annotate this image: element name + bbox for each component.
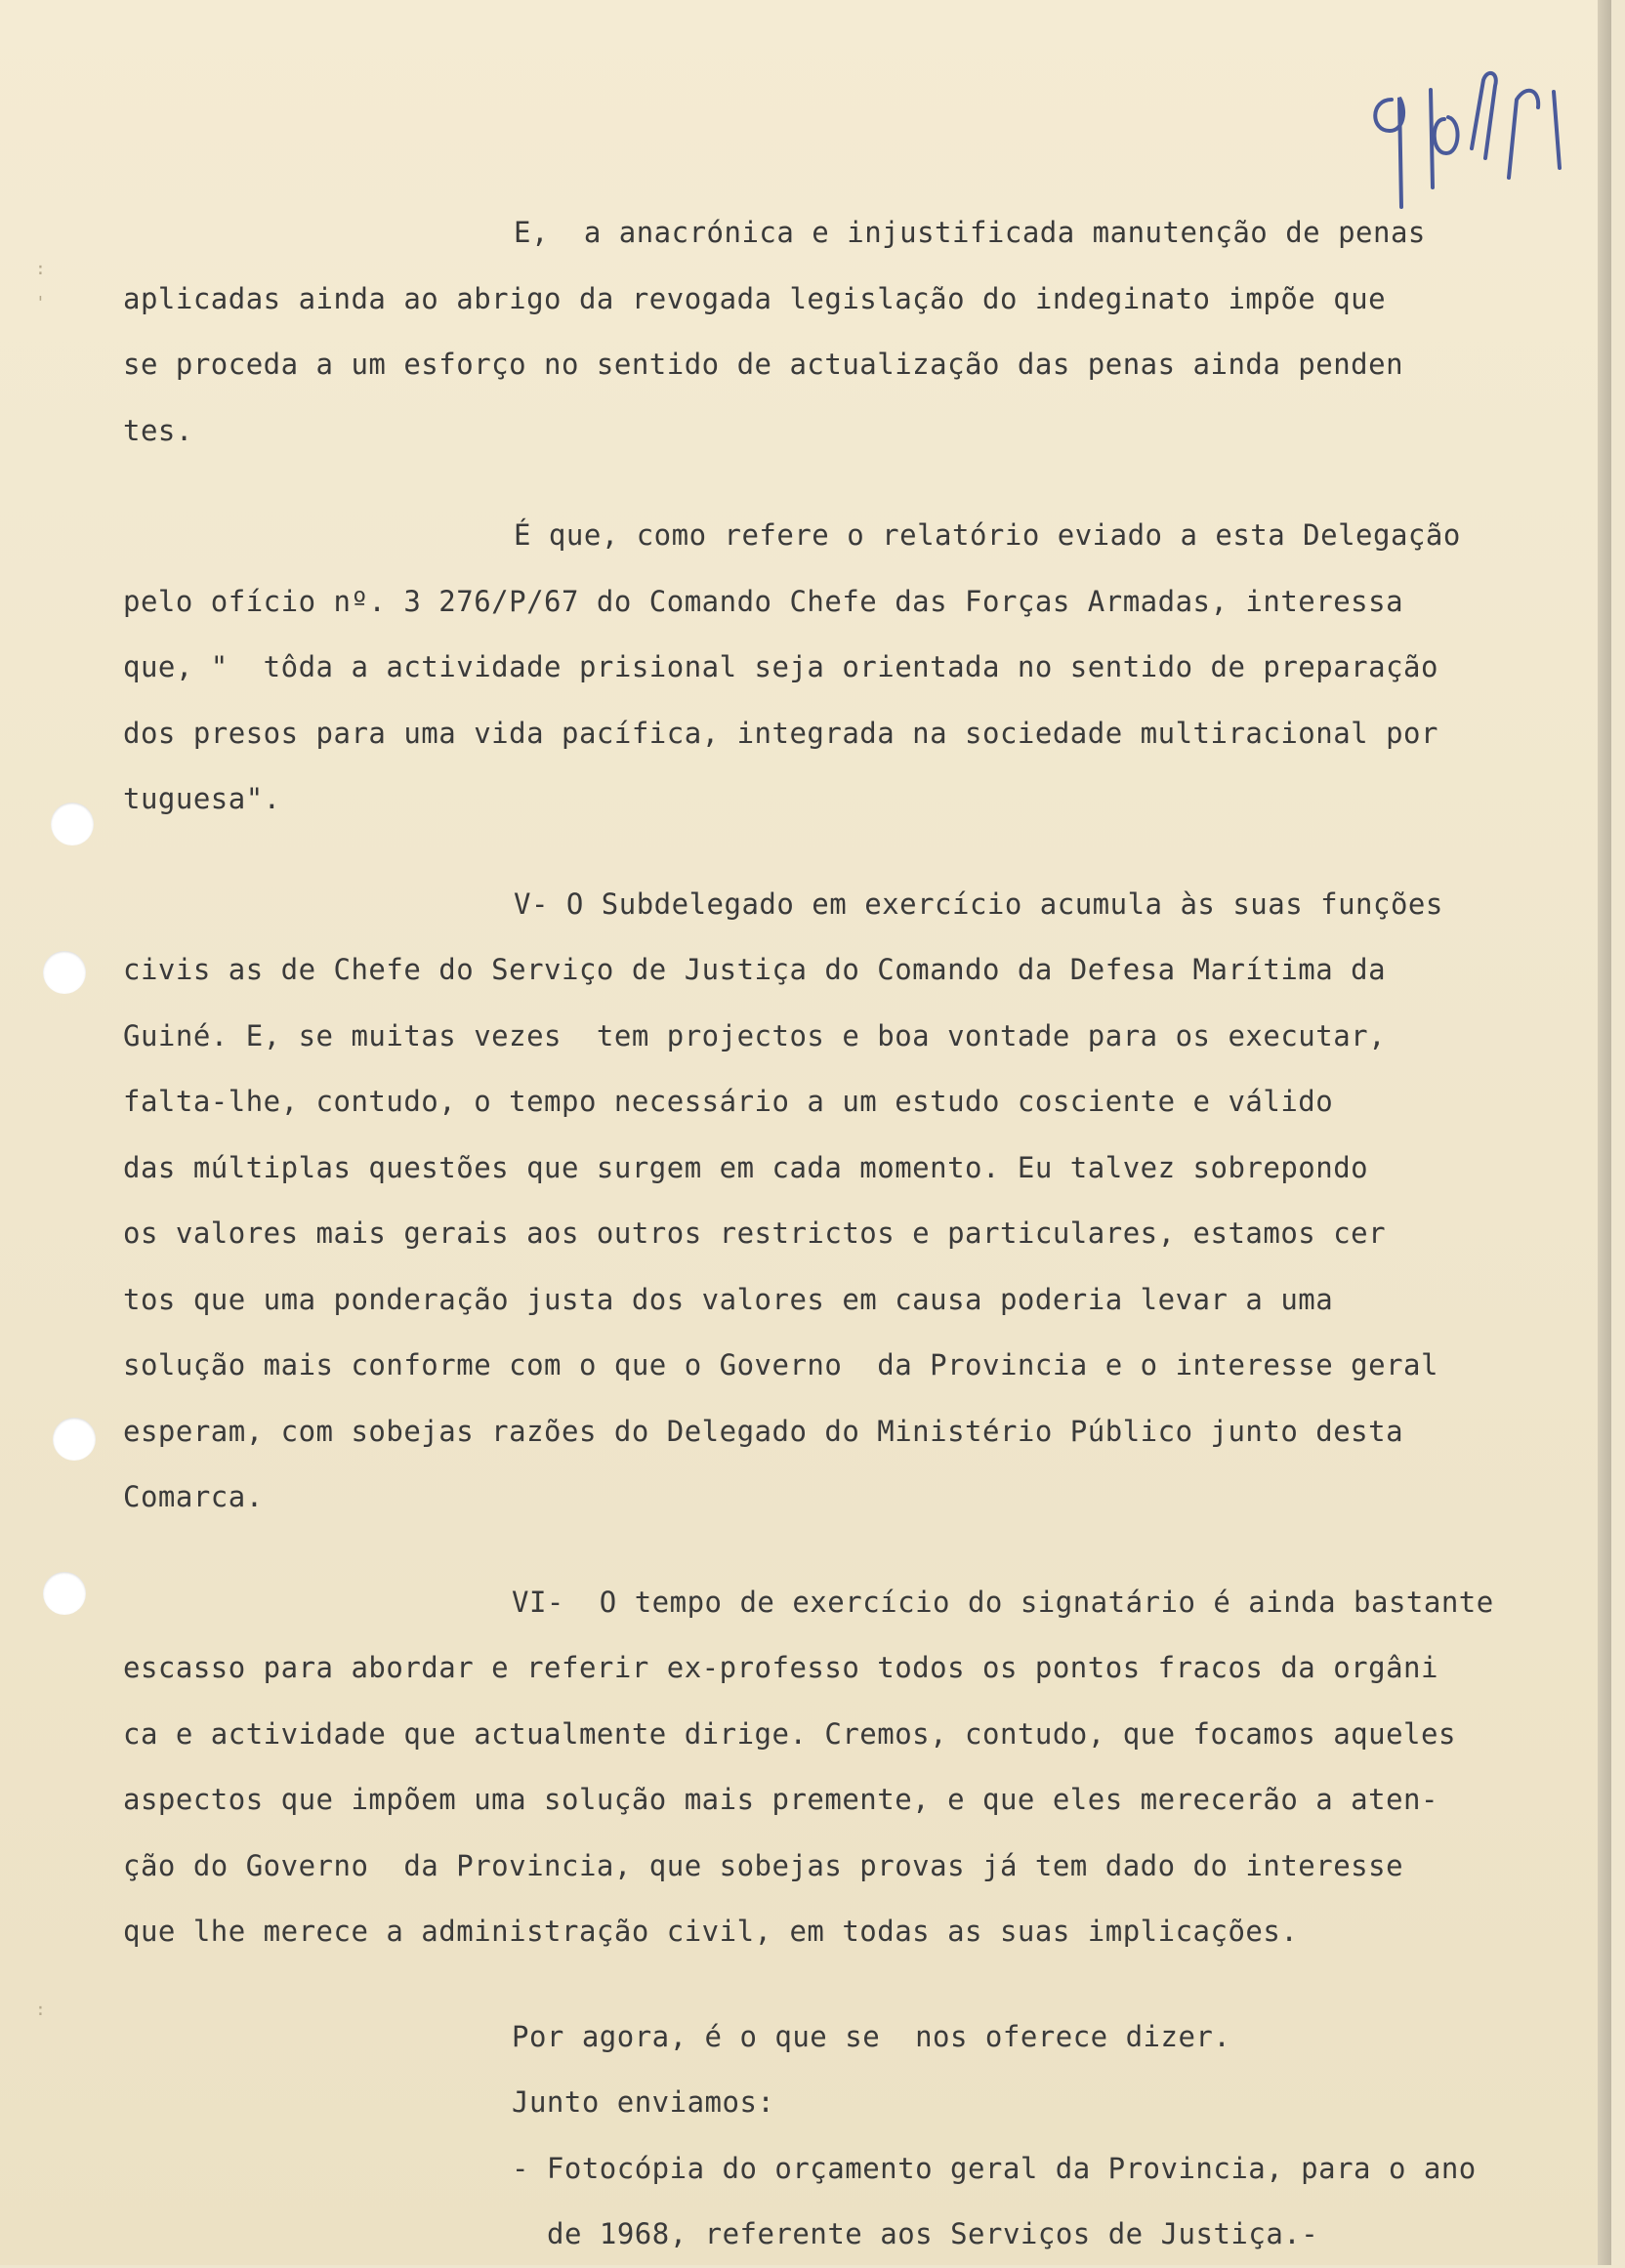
text-line: É que, como refere o relatório eviado a esta Delegação [514, 518, 1461, 552]
text-line: esperam, com sobejas razões do Delegado do Ministério Público junto desta [123, 1414, 1404, 1448]
document-body [123, 200, 1607, 2268]
list-item: - Fotocópia do orçamento geral da Provincia, para o ano [512, 2151, 1477, 2185]
punch-hole [51, 803, 94, 845]
text-line: Por agora, é o que se nos oferece dizer. [512, 2019, 1231, 2053]
text-line: tuguesa". [123, 782, 281, 815]
text-line: dos presos para uma vida pacífica, integrada na sociedade multiracional por [123, 716, 1438, 750]
paragraph-1 [123, 200, 1607, 464]
text-line: V- O Subdelegado em exercício acumula às suas funções [514, 887, 1443, 921]
punch-hole [43, 1572, 86, 1615]
text-line: solução mais conforme com o que o Governo da Provincia e o interesse geral [123, 1348, 1438, 1381]
text-line: falta-lhe, contudo, o tempo necessário a um estudo cosciente e válido [123, 1085, 1334, 1118]
text-line: ção do Governo da Provincia, que sobejas provas já tem dado do interesse [123, 1848, 1404, 1882]
text-line: VI- O tempo de exercício do signatário é ainda bastante [512, 1585, 1494, 1619]
text-line: Comarca. [123, 1480, 264, 1513]
punch-hole [53, 1418, 96, 1461]
text-line: tes. [123, 413, 193, 447]
text-line: Junto enviamos: [512, 2085, 775, 2119]
handwritten-signature [1362, 61, 1587, 217]
paragraph-5 [123, 2004, 1607, 2136]
margin-mark: ' [35, 293, 46, 313]
text-line: se proceda a um esforço no sentido de actualização das penas ainda penden [123, 348, 1404, 381]
text-line: escasso para abordar e referir ex-professo todos os pontos fracos da orgâni [123, 1651, 1438, 1684]
paragraph-2 [123, 503, 1607, 833]
text-line: E, a anacrónica e injustificada manutenção de penas [514, 216, 1426, 249]
text-line: que lhe merece a administração civil, em todas as suas implicações. [123, 1915, 1299, 1948]
text-line: tos que uma ponderação justa dos valores em causa poderia levar a uma [123, 1282, 1334, 1316]
punch-hole [43, 951, 86, 994]
text-line: os valores mais gerais aos outros restrictos e particulares, estamos cer [123, 1216, 1387, 1250]
text-line: que, " tôda a actividade prisional seja orientada no sentido de preparação [123, 650, 1438, 683]
margin-mark: : [35, 259, 46, 279]
text-line: aplicadas ainda ao abrigo da revogada legislação do indeginato impõe que [123, 281, 1387, 315]
paragraph-3 [123, 872, 1607, 1531]
enclosure-list [123, 2136, 1607, 2268]
list-item-continuation: de 1968, referente aos Serviços de Justiça.- [547, 2217, 1319, 2250]
text-line: das múltiplas questões que surgem em cada momento. Eu talvez sobrepondo [123, 1150, 1369, 1184]
paragraph-4 [123, 1570, 1607, 1965]
text-line: civis as de Chefe do Serviço de Justiça do Comando da Defesa Marítima da [123, 953, 1387, 986]
text-line: ca e actividade que actualmente dirige. Cremos, contudo, que focamos aqueles [123, 1716, 1456, 1751]
text-line: Guiné. E, se muitas vezes tem projectos e boa vontade para os executar, [123, 1018, 1387, 1052]
text-line: pelo ofício nº. 3 276/P/67 do Comando Chefe das Forças Armadas, interessa [123, 584, 1404, 618]
text-line: aspectos que impõem uma solução mais premente, e que eles merecerão a aten- [123, 1783, 1438, 1816]
margin-mark: : [35, 2000, 46, 2020]
